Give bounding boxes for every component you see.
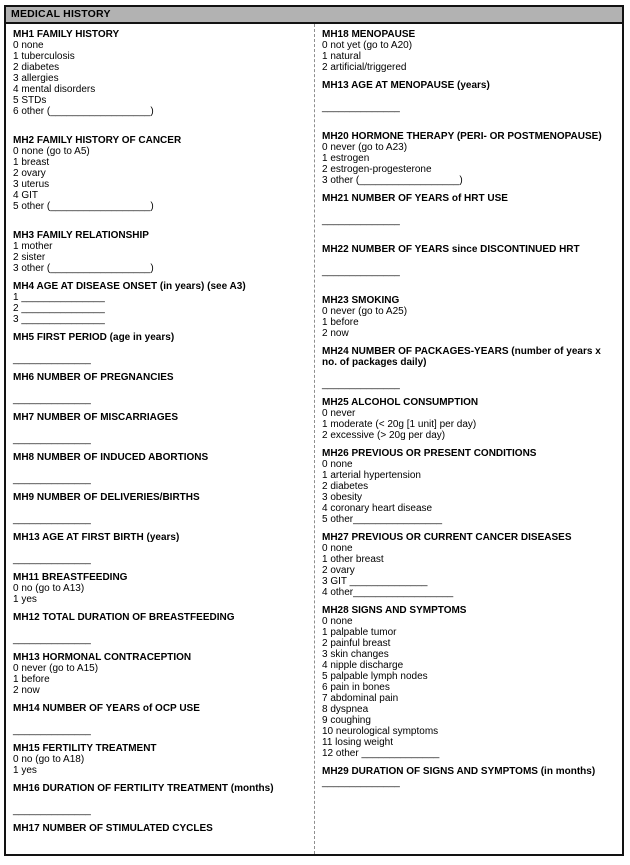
option-line: 2 diabetes — [13, 62, 60, 73]
form-section — [322, 397, 618, 441]
form-section — [13, 823, 310, 854]
form-columns — [6, 24, 622, 854]
option-line: 0 never — [322, 408, 356, 419]
form-title: MEDICAL HISTORY — [11, 8, 111, 20]
fill-in-line — [13, 623, 310, 634]
form-section — [322, 80, 618, 124]
option-line: 1 before — [322, 317, 359, 328]
fill-in-line: ______________ — [13, 474, 91, 485]
form-section — [322, 295, 618, 339]
option-line: 1 tuberculosis — [13, 51, 75, 62]
option-line: 0 never (go to A23) — [322, 142, 408, 153]
form-section — [13, 743, 310, 776]
option-line: 2 now — [13, 685, 40, 696]
section-title: MH21 NUMBER OF YEARS of HRT USE — [322, 193, 508, 204]
option-line: 11 losing weight — [322, 737, 393, 748]
form-section — [13, 532, 310, 565]
fill-in-line — [13, 463, 310, 474]
option-line: 1 estrogen — [322, 153, 370, 164]
form-section — [322, 766, 618, 788]
fill-in-line: ______________ — [13, 805, 91, 816]
form-section — [322, 29, 618, 73]
section-title: MH5 FIRST PERIOD (age in years) — [13, 332, 175, 343]
option-line: 2 now — [322, 328, 349, 339]
option-line: 10 neurological symptoms — [322, 726, 439, 737]
option-line: 3 skin changes — [322, 649, 389, 660]
option-line: 5 STDs — [13, 95, 47, 106]
form-section — [13, 572, 310, 605]
option-line: 4 mental disorders — [13, 84, 96, 95]
form-section — [322, 448, 618, 525]
option-line: 2 estrogen-progesterone — [322, 164, 432, 175]
option-line: 1 _______________ — [13, 292, 105, 303]
option-line: 0 never (go to A25) — [322, 306, 408, 317]
option-line: 7 abdominal pain — [322, 693, 399, 704]
section-title: MH1 FAMILY HISTORY — [13, 29, 120, 40]
option-line: 1 yes — [13, 765, 37, 776]
option-line: 4 coronary heart disease — [322, 503, 433, 514]
section-title: MH17 NUMBER OF STIMULATED CYCLES — [13, 823, 213, 834]
fill-in-line — [13, 794, 310, 805]
section-title: MH8 NUMBER OF INDUCED ABORTIONS — [13, 452, 209, 463]
fill-in-line: ______________ — [13, 514, 91, 525]
option-line: 2 sister — [13, 252, 46, 263]
option-line: 0 none — [322, 459, 353, 470]
form-section — [13, 492, 310, 525]
fill-in-line: ______________ — [13, 725, 91, 736]
option-line: 4 other__________________ — [322, 587, 454, 598]
section-title: MH28 SIGNS AND SYMPTOMS — [322, 605, 467, 616]
option-line: 3 uterus — [13, 179, 50, 190]
option-line: 3 GIT ______________ — [322, 576, 428, 587]
option-line: 1 moderate (< 20g [1 unit] per day) — [322, 419, 477, 430]
option-line: 0 none — [13, 40, 44, 51]
option-line: 1 palpable tumor — [322, 627, 397, 638]
form-section — [322, 193, 618, 237]
section-title: MH13 HORMONAL CONTRACEPTION — [13, 652, 192, 663]
form-section — [13, 135, 310, 223]
fill-in-line — [322, 91, 618, 102]
fill-in-line — [322, 255, 618, 266]
option-line: 1 mother — [13, 241, 53, 252]
section-title: MH15 FERTILITY TREATMENT — [13, 743, 157, 754]
fill-in-line — [13, 714, 310, 725]
option-line: 6 other (__________________) — [13, 106, 154, 117]
fill-in-line — [13, 117, 310, 128]
form-section — [13, 29, 310, 128]
fill-in-line — [13, 503, 310, 514]
option-line: 5 other (__________________) — [13, 201, 154, 212]
option-line: 1 arterial hypertension — [322, 470, 421, 481]
option-line: 4 GIT — [13, 190, 39, 201]
section-title: MH4 AGE AT DISEASE ONSET (in years) (see A3) — [13, 281, 246, 292]
fill-in-line — [13, 343, 310, 354]
form-section — [322, 131, 618, 186]
fill-in-line — [322, 226, 618, 237]
option-line: 6 pain in bones — [322, 682, 390, 693]
fill-in-line — [322, 113, 618, 124]
section-title: MH9 NUMBER OF DELIVERIES/BIRTHS — [13, 492, 200, 503]
form-section — [13, 452, 310, 485]
form-section — [13, 612, 310, 645]
option-line: 8 dyspnea — [322, 704, 369, 715]
section-title: MH7 NUMBER OF MISCARRIAGES — [13, 412, 179, 423]
form-section — [322, 532, 618, 598]
form-header — [6, 7, 622, 24]
option-line: 2 diabetes — [322, 481, 369, 492]
option-line: 2 _______________ — [13, 303, 105, 314]
option-line: 2 painful breast — [322, 638, 391, 649]
option-line: 0 no (go to A13) — [13, 583, 85, 594]
fill-in-line — [322, 277, 618, 288]
option-line: 1 breast — [13, 157, 50, 168]
form-section — [13, 412, 310, 445]
fill-in-line: ______________ — [13, 634, 91, 645]
fill-in-line: ______________ — [322, 215, 400, 226]
fill-in-line: ______________ — [13, 554, 91, 565]
section-title: MH26 PREVIOUS OR PRESENT CONDITIONS — [322, 448, 537, 459]
section-title: MH2 FAMILY HISTORY OF CANCER — [13, 135, 182, 146]
column-right — [314, 24, 622, 854]
fill-in-line: ______________ — [322, 102, 400, 113]
fill-in-line: ______________ — [322, 379, 400, 390]
section-title: MH25 ALCOHOL CONSUMPTION — [322, 397, 479, 408]
section-title: MH20 HORMONE THERAPY (PERI- OR POSTMENOPAUSE) — [322, 131, 602, 142]
option-line: 0 none (go to A5) — [13, 146, 90, 157]
option-line: 2 ovary — [13, 168, 46, 179]
fill-in-line: ______________ — [322, 777, 400, 788]
form-section — [322, 244, 618, 288]
column-left — [6, 24, 314, 854]
form-section — [13, 703, 310, 736]
fill-in-line — [322, 368, 618, 379]
section-title: MH29 DURATION OF SIGNS AND SYMPTOMS (in months) — [322, 766, 596, 777]
form-section — [13, 332, 310, 365]
option-line: 3 _______________ — [13, 314, 105, 325]
option-line: 3 other (__________________) — [322, 175, 463, 186]
section-title: MH12 TOTAL DURATION OF BREASTFEEDING — [13, 612, 235, 623]
fill-in-line — [13, 834, 310, 845]
fill-in-line — [322, 204, 618, 215]
option-line: 2 ovary — [322, 565, 355, 576]
form-section — [13, 372, 310, 405]
fill-in-line: ______________ — [13, 434, 91, 445]
option-line: 1 yes — [13, 594, 37, 605]
form-section — [13, 230, 310, 274]
option-line: 4 nipple discharge — [322, 660, 404, 671]
section-title: MH24 NUMBER OF PACKAGES-YEARS (number of years x no. of packages daily) — [322, 346, 604, 368]
option-line: 1 before — [13, 674, 50, 685]
section-title: MH18 MENOPAUSE — [322, 29, 416, 40]
option-line: 5 palpable lymph nodes — [322, 671, 428, 682]
option-line: 3 obesity — [322, 492, 363, 503]
fill-in-line — [13, 423, 310, 434]
section-title: MH23 SMOKING — [322, 295, 400, 306]
option-line: 0 none — [322, 616, 353, 627]
form-section — [322, 346, 618, 390]
fill-in-line: ______________ — [13, 845, 91, 854]
section-title: MH3 FAMILY RELATIONSHIP — [13, 230, 149, 241]
fill-in-line — [13, 212, 310, 223]
section-title: MH13 AGE AT FIRST BIRTH (years) — [13, 532, 180, 543]
medical-history-form — [4, 5, 624, 856]
option-line: 0 not yet (go to A20) — [322, 40, 413, 51]
section-title: MH6 NUMBER OF PREGNANCIES — [13, 372, 174, 383]
option-line: 0 none — [322, 543, 353, 554]
option-line: 12 other ______________ — [322, 748, 440, 759]
fill-in-line — [13, 543, 310, 554]
form-section — [322, 605, 618, 759]
fill-in-line: ______________ — [322, 266, 400, 277]
option-line: 0 no (go to A18) — [13, 754, 85, 765]
form-section — [13, 783, 310, 816]
section-title: MH22 NUMBER OF YEARS since DISCONTINUED HRT — [322, 244, 580, 255]
fill-in-line — [13, 383, 310, 394]
option-line: 3 allergies — [13, 73, 59, 84]
fill-in-line: ______________ — [13, 394, 91, 405]
option-line: 9 coughing — [322, 715, 371, 726]
fill-in-line: ______________ — [13, 354, 91, 365]
option-line: 1 natural — [322, 51, 361, 62]
section-title: MH11 BREASTFEEDING — [13, 572, 128, 583]
option-line: 1 other breast — [322, 554, 384, 565]
option-line: 3 other (__________________) — [13, 263, 154, 274]
form-section — [13, 652, 310, 696]
form-section — [13, 281, 310, 325]
section-title: MH16 DURATION OF FERTILITY TREATMENT (months) — [13, 783, 274, 794]
section-title: MH13 AGE AT MENOPAUSE (years) — [322, 80, 490, 91]
option-line: 5 other________________ — [322, 514, 443, 525]
option-line: 2 artificial/triggered — [322, 62, 407, 73]
section-title: MH27 PREVIOUS OR CURRENT CANCER DISEASES — [322, 532, 572, 543]
option-line: 0 never (go to A15) — [13, 663, 99, 674]
section-title: MH14 NUMBER OF YEARS of OCP USE — [13, 703, 200, 714]
option-line: 2 excessive (> 20g per day) — [322, 430, 446, 441]
